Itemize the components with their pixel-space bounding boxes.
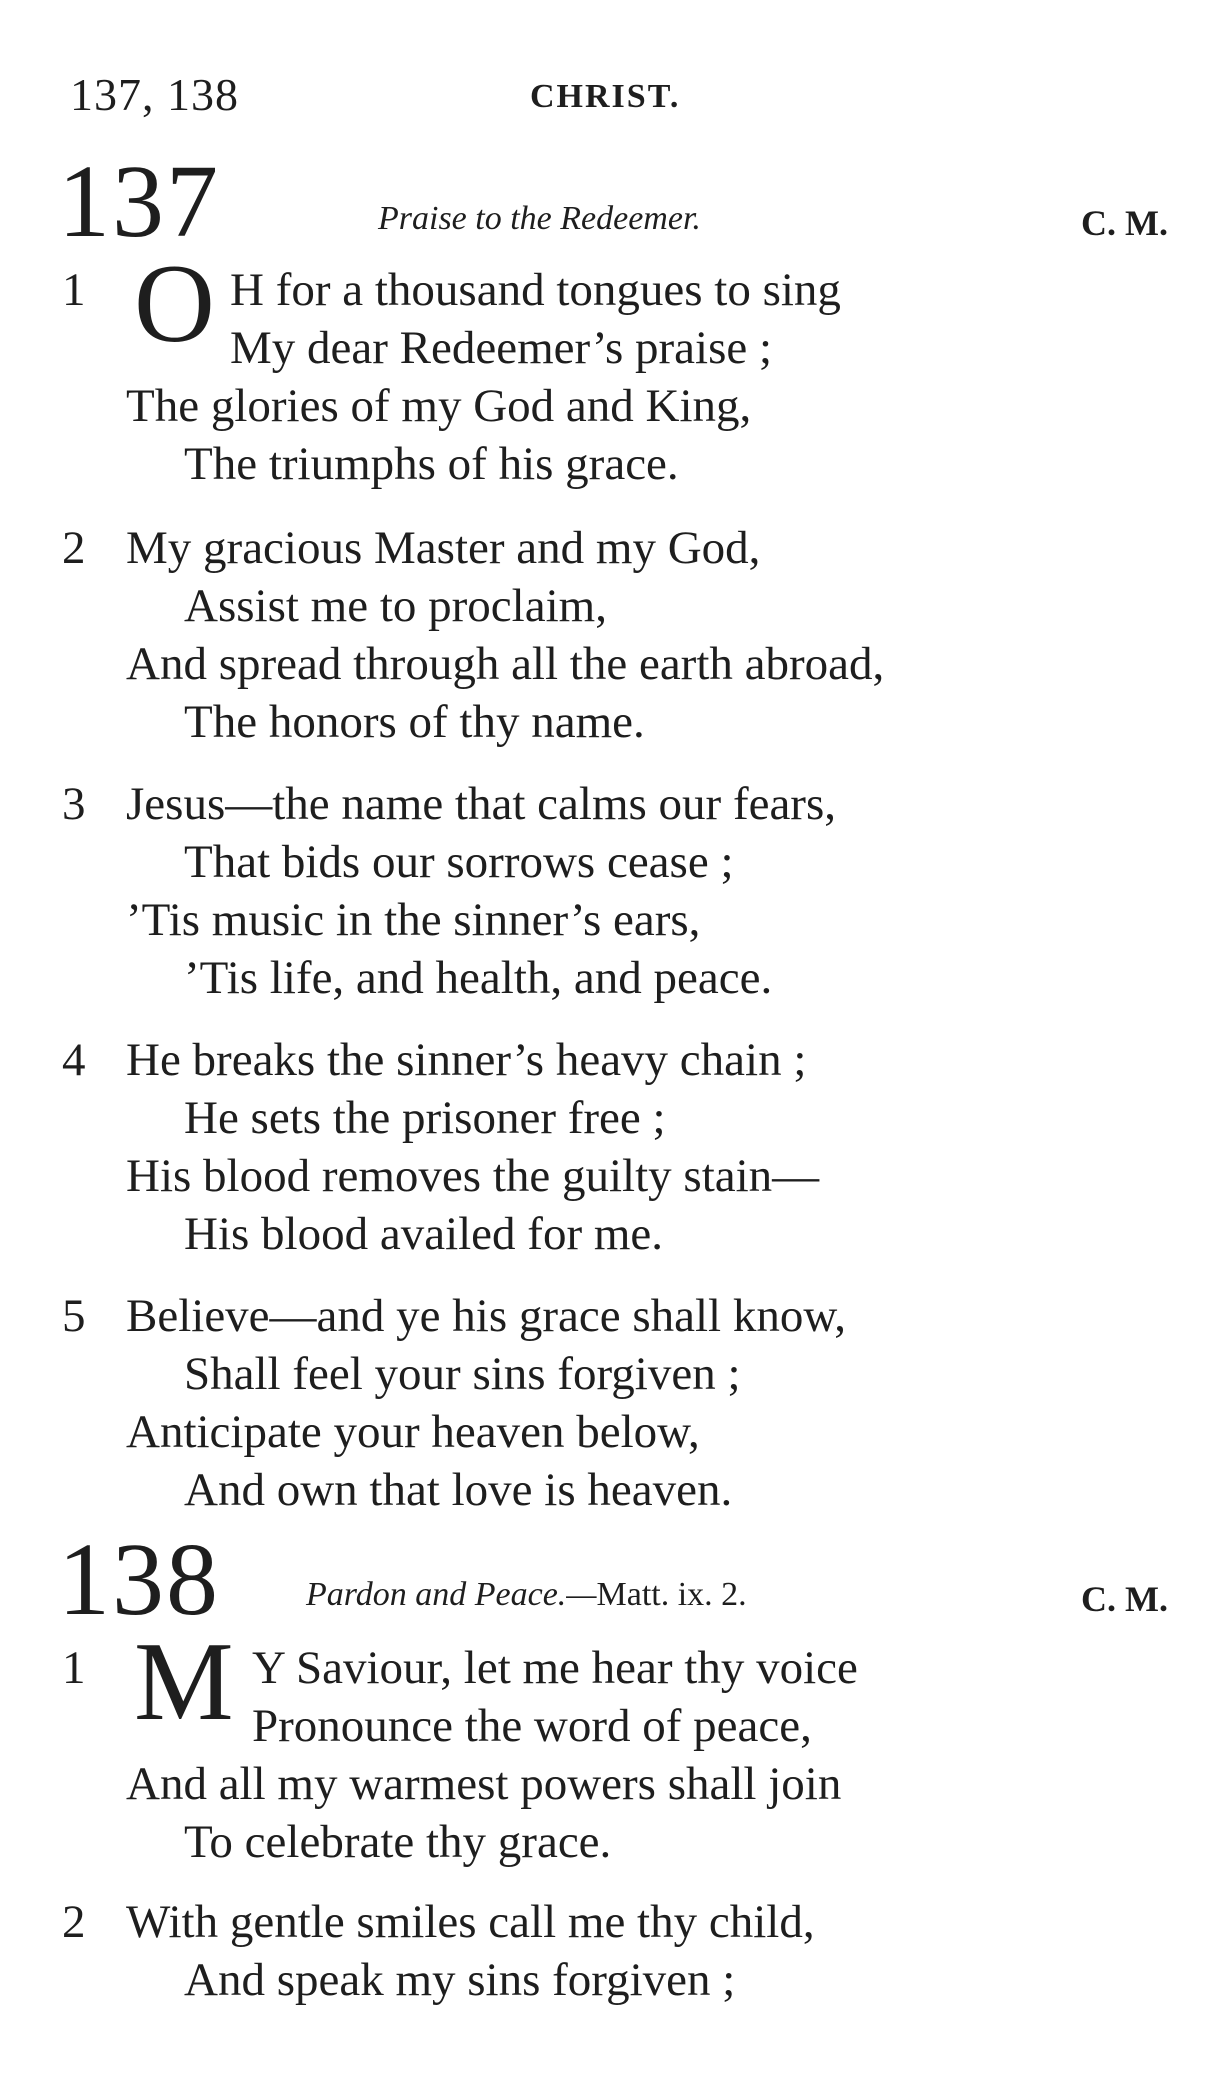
verse-line: H for a thousand tongues to sing	[230, 264, 841, 316]
stanza-number: 5	[62, 1290, 86, 1342]
verse-line: And spread through all the earth abroad,	[126, 638, 885, 690]
verse-line: He breaks the sinner’s heavy chain ;	[126, 1034, 807, 1086]
verse-line: He sets the prisoner free ;	[184, 1092, 666, 1144]
stanza-number: 2	[62, 522, 86, 574]
verse-line: His blood removes the guilty stain—	[126, 1150, 820, 1202]
hymn-137-header	[58, 144, 1168, 260]
verse-line: And own that love is heaven.	[184, 1464, 733, 1516]
hymn-title-text: Pardon and Peace.—	[306, 1576, 597, 1613]
verse-line: With gentle smiles call me thy child,	[126, 1896, 815, 1948]
verse-line: To celebrate thy grace.	[184, 1816, 612, 1868]
hymn-title: Praise to the Redeemer.	[378, 200, 701, 237]
verse-line: Anticipate your heaven below,	[126, 1406, 700, 1458]
verse-line: Believe—and ye his grace shall know,	[126, 1290, 847, 1342]
stanza-number: 1	[62, 264, 86, 316]
verse-line: The triumphs of his grace.	[184, 438, 679, 490]
verse-line: His blood availed for me.	[184, 1208, 664, 1260]
stanza-number: 4	[62, 1034, 86, 1086]
verse-line: The glories of my God and King,	[126, 380, 752, 432]
page-numbers: 137, 138	[70, 69, 239, 120]
drop-cap: O	[134, 242, 215, 366]
hymn-number: 138	[58, 1522, 220, 1637]
scripture-reference: Matt. ix. 2.	[596, 1576, 747, 1613]
verse-line: The honors of thy name.	[184, 696, 645, 748]
verse-line: And all my warmest powers shall join	[126, 1758, 842, 1810]
hymn-number: 137	[58, 144, 220, 259]
hymn-title	[306, 1576, 747, 1614]
running-head	[70, 68, 1150, 128]
verse-line: ’Tis music in the sinner’s ears,	[126, 894, 701, 946]
verse-line: Assist me to proclaim,	[184, 580, 607, 632]
verse-line: Pronounce the word of peace,	[252, 1700, 812, 1752]
verse-line: My gracious Master and my God,	[126, 522, 761, 574]
verse-line: Shall feel your sins forgiven ;	[184, 1348, 741, 1400]
verse-line: My dear Redeemer’s praise ;	[230, 322, 773, 374]
stanza-number: 1	[62, 1642, 86, 1694]
verse-line: And speak my sins forgiven ;	[184, 1954, 736, 2006]
verse-line: Jesus—the name that calms our fears,	[126, 778, 837, 830]
stanza-number: 3	[62, 778, 86, 830]
verse-line: ’Tis life, and health, and peace.	[184, 952, 773, 1004]
stanza-number: 2	[62, 1896, 86, 1948]
section-title: CHRIST.	[530, 78, 681, 115]
drop-cap: M	[134, 1620, 234, 1744]
hymn-meter: C. M.	[1081, 203, 1168, 243]
hymn-meter: C. M.	[1081, 1579, 1168, 1619]
verse-line: That bids our sorrows cease ;	[184, 836, 734, 888]
verse-line: Y Saviour, let me hear thy voice	[252, 1642, 858, 1694]
